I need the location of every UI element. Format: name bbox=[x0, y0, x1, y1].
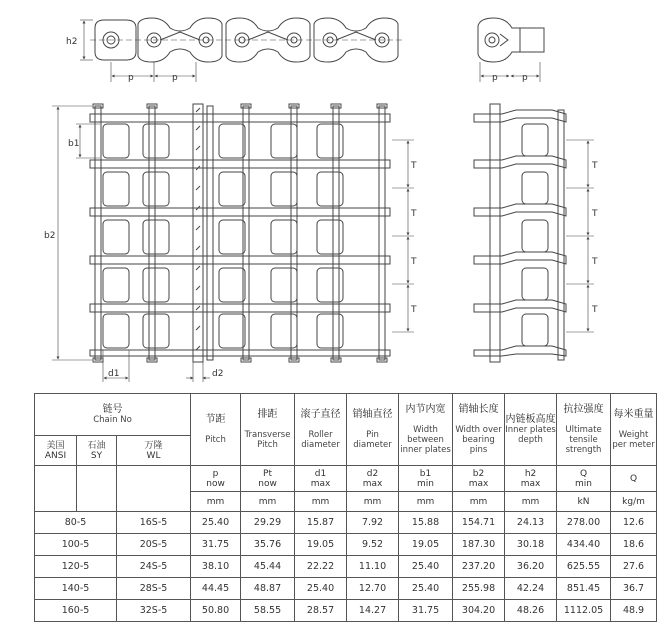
value-cell: 255.98 bbox=[453, 578, 505, 600]
value-cell: 18.6 bbox=[611, 534, 657, 556]
value-cell: 12.70 bbox=[347, 578, 399, 600]
col-zh: 排距 bbox=[257, 408, 278, 420]
col-zh: 销轴直径 bbox=[352, 408, 393, 420]
col-symbol: b2 bbox=[472, 468, 485, 479]
value-cell: 36.7 bbox=[611, 578, 657, 600]
label-d1: d1 bbox=[108, 369, 120, 379]
col-header-transverse-pitch bbox=[241, 394, 295, 466]
section-view bbox=[474, 104, 594, 362]
col-symbol: Pt bbox=[263, 468, 273, 479]
table-row bbox=[35, 534, 657, 556]
unit-cell: mm bbox=[295, 492, 347, 512]
value-cell: 22.22 bbox=[295, 556, 347, 578]
unit-cell: mm bbox=[347, 492, 399, 512]
table-row bbox=[35, 556, 657, 578]
wl-cell: 20S-5 bbox=[117, 534, 191, 556]
standard-en: ANSI bbox=[44, 450, 67, 461]
label-t-2: T bbox=[411, 209, 417, 219]
wl-cell: 28S-5 bbox=[117, 578, 191, 600]
standard-ansi bbox=[35, 436, 77, 466]
blank-cell bbox=[77, 466, 117, 512]
col-header-pitch bbox=[191, 394, 241, 466]
symbol-cell bbox=[611, 466, 657, 492]
value-cell: 14.27 bbox=[347, 600, 399, 622]
label-t-8: T bbox=[592, 305, 598, 315]
value-cell: 434.40 bbox=[557, 534, 611, 556]
col-header-pin-length bbox=[453, 394, 505, 466]
value-cell: 50.80 bbox=[191, 600, 241, 622]
value-cell: 7.92 bbox=[347, 512, 399, 534]
col-qualifier: max bbox=[468, 478, 489, 489]
symbol-cell bbox=[295, 466, 347, 492]
value-cell: 304.20 bbox=[453, 600, 505, 622]
label-p-3: p bbox=[492, 73, 498, 83]
col-symbol: h2 bbox=[524, 468, 537, 479]
value-cell: 237.20 bbox=[453, 556, 505, 578]
value-cell: 44.45 bbox=[191, 578, 241, 600]
standard-wl bbox=[117, 436, 191, 466]
unit-cell: mm bbox=[453, 492, 505, 512]
end-view-top bbox=[478, 18, 544, 82]
value-cell: 31.75 bbox=[191, 534, 241, 556]
label-t-3: T bbox=[411, 257, 417, 267]
value-cell: 278.00 bbox=[557, 512, 611, 534]
value-cell: 9.52 bbox=[347, 534, 399, 556]
value-cell: 48.26 bbox=[505, 600, 557, 622]
col-en: Weight per meter bbox=[612, 429, 655, 450]
label-t-1: T bbox=[411, 161, 417, 171]
value-cell: 25.40 bbox=[295, 578, 347, 600]
plan-view bbox=[52, 104, 414, 382]
col-header-roller-diameter bbox=[295, 394, 347, 466]
symbol-cell bbox=[453, 466, 505, 492]
col-header-tensile-strength bbox=[557, 394, 611, 466]
col-header-plate-depth bbox=[505, 394, 557, 466]
value-cell: 38.10 bbox=[191, 556, 241, 578]
unit-cell: mm bbox=[241, 492, 295, 512]
value-cell: 625.55 bbox=[557, 556, 611, 578]
value-cell: 12.6 bbox=[611, 512, 657, 534]
ansi-cell: 80-5 bbox=[35, 512, 117, 534]
col-zh: 抗拉强度 bbox=[563, 403, 604, 415]
unit-cell: kN bbox=[557, 492, 611, 512]
wl-cell: 32S-5 bbox=[117, 600, 191, 622]
value-cell: 187.30 bbox=[453, 534, 505, 556]
label-t-7: T bbox=[592, 257, 598, 267]
wl-cell: 16S-5 bbox=[117, 512, 191, 534]
value-cell: 31.75 bbox=[399, 600, 453, 622]
value-cell: 15.88 bbox=[399, 512, 453, 534]
col-zh: 销轴长度 bbox=[458, 403, 499, 415]
col-zh: 每米重量 bbox=[613, 408, 654, 420]
col-qualifier: min bbox=[575, 478, 593, 489]
symbol-cell bbox=[241, 466, 295, 492]
label-p-2: p bbox=[172, 73, 178, 83]
col-zh: 节距 bbox=[205, 413, 226, 425]
ansi-cell: 100-5 bbox=[35, 534, 117, 556]
value-cell: 1112.05 bbox=[557, 600, 611, 622]
col-en: Pitch bbox=[205, 434, 226, 445]
col-qualifier: max bbox=[362, 478, 383, 489]
col-header-weight bbox=[611, 394, 657, 466]
unit-cell: mm bbox=[399, 492, 453, 512]
value-cell: 25.40 bbox=[191, 512, 241, 534]
value-cell: 24.13 bbox=[505, 512, 557, 534]
value-cell: 19.05 bbox=[399, 534, 453, 556]
value-cell: 48.9 bbox=[611, 600, 657, 622]
col-zh: 滚子直径 bbox=[300, 408, 341, 420]
col-en: Transverse Pitch bbox=[244, 429, 291, 450]
wl-cell: 24S-5 bbox=[117, 556, 191, 578]
chain-no-header bbox=[35, 394, 191, 436]
col-zh: 内节内宽 bbox=[405, 403, 446, 415]
value-cell: 15.87 bbox=[295, 512, 347, 534]
col-en: Ultimate tensile strength bbox=[565, 424, 602, 455]
symbol-cell bbox=[505, 466, 557, 492]
col-qualifier: now bbox=[206, 478, 225, 489]
col-symbol: b1 bbox=[419, 468, 432, 479]
unit-cell: mm bbox=[191, 492, 241, 512]
value-cell: 36.20 bbox=[505, 556, 557, 578]
col-symbol: p bbox=[212, 468, 219, 479]
col-qualifier: now bbox=[258, 478, 277, 489]
value-cell: 48.87 bbox=[241, 578, 295, 600]
unit-cell: mm bbox=[505, 492, 557, 512]
value-cell: 30.18 bbox=[505, 534, 557, 556]
standard-zh: 石油 bbox=[87, 440, 106, 451]
col-symbol: Q bbox=[579, 468, 588, 479]
value-cell: 35.76 bbox=[241, 534, 295, 556]
label-p-1: p bbox=[128, 73, 134, 83]
col-symbol: Q bbox=[629, 473, 638, 484]
value-cell: 154.71 bbox=[453, 512, 505, 534]
col-symbol: d1 bbox=[314, 468, 327, 479]
col-header-pin-diameter bbox=[347, 394, 399, 466]
label-h2: h2 bbox=[66, 37, 78, 47]
ansi-cell: 160-5 bbox=[35, 600, 117, 622]
value-cell: 11.10 bbox=[347, 556, 399, 578]
blank-cell bbox=[117, 466, 191, 512]
label-b2: b2 bbox=[44, 231, 56, 241]
blank-cell bbox=[35, 466, 77, 512]
col-en: Pin diameter bbox=[353, 429, 392, 450]
value-cell: 851.45 bbox=[557, 578, 611, 600]
col-qualifier: min bbox=[417, 478, 435, 489]
table-row bbox=[35, 512, 657, 534]
ansi-cell: 140-5 bbox=[35, 578, 117, 600]
table-row bbox=[35, 600, 657, 622]
col-en: Width between inner plates bbox=[400, 424, 451, 455]
value-cell: 45.44 bbox=[241, 556, 295, 578]
table-row bbox=[35, 578, 657, 600]
col-qualifier: max bbox=[520, 478, 541, 489]
standard-en: SY bbox=[90, 450, 103, 461]
col-zh: 内链板高度 bbox=[505, 413, 556, 425]
value-cell: 42.24 bbox=[505, 578, 557, 600]
col-header-inner-width bbox=[399, 394, 453, 466]
label-b1: b1 bbox=[68, 139, 80, 149]
col-en: Roller diameter bbox=[301, 429, 340, 450]
value-cell: 58.55 bbox=[241, 600, 295, 622]
col-en: Inner plates depth bbox=[505, 424, 556, 445]
col-en: Width over bearing pins bbox=[455, 424, 502, 455]
symbol-cell bbox=[347, 466, 399, 492]
label-t-4: T bbox=[411, 305, 417, 315]
col-symbol: d2 bbox=[366, 468, 379, 479]
value-cell: 25.40 bbox=[399, 556, 453, 578]
symbol-cell bbox=[399, 466, 453, 492]
col-qualifier: max bbox=[310, 478, 331, 489]
label-t-6: T bbox=[592, 209, 598, 219]
symbol-cell bbox=[191, 466, 241, 492]
symbol-cell bbox=[557, 466, 611, 492]
value-cell: 19.05 bbox=[295, 534, 347, 556]
standard-en: WL bbox=[146, 450, 161, 461]
chain-no-zh: 链号 bbox=[102, 403, 123, 415]
value-cell: 27.6 bbox=[611, 556, 657, 578]
value-cell: 29.29 bbox=[241, 512, 295, 534]
spec-table bbox=[34, 393, 657, 622]
chain-no-en: Chain No bbox=[93, 414, 132, 425]
standard-zh: 万隆 bbox=[144, 440, 163, 451]
standard-zh: 美国 bbox=[46, 440, 65, 451]
value-cell: 25.40 bbox=[399, 578, 453, 600]
unit-cell: kg/m bbox=[611, 492, 657, 512]
value-cell: 28.57 bbox=[295, 600, 347, 622]
label-t-5: T bbox=[592, 161, 598, 171]
standard-sy bbox=[77, 436, 117, 466]
label-p-4: p bbox=[522, 73, 528, 83]
label-d2: d2 bbox=[212, 369, 224, 379]
ansi-cell: 120-5 bbox=[35, 556, 117, 578]
